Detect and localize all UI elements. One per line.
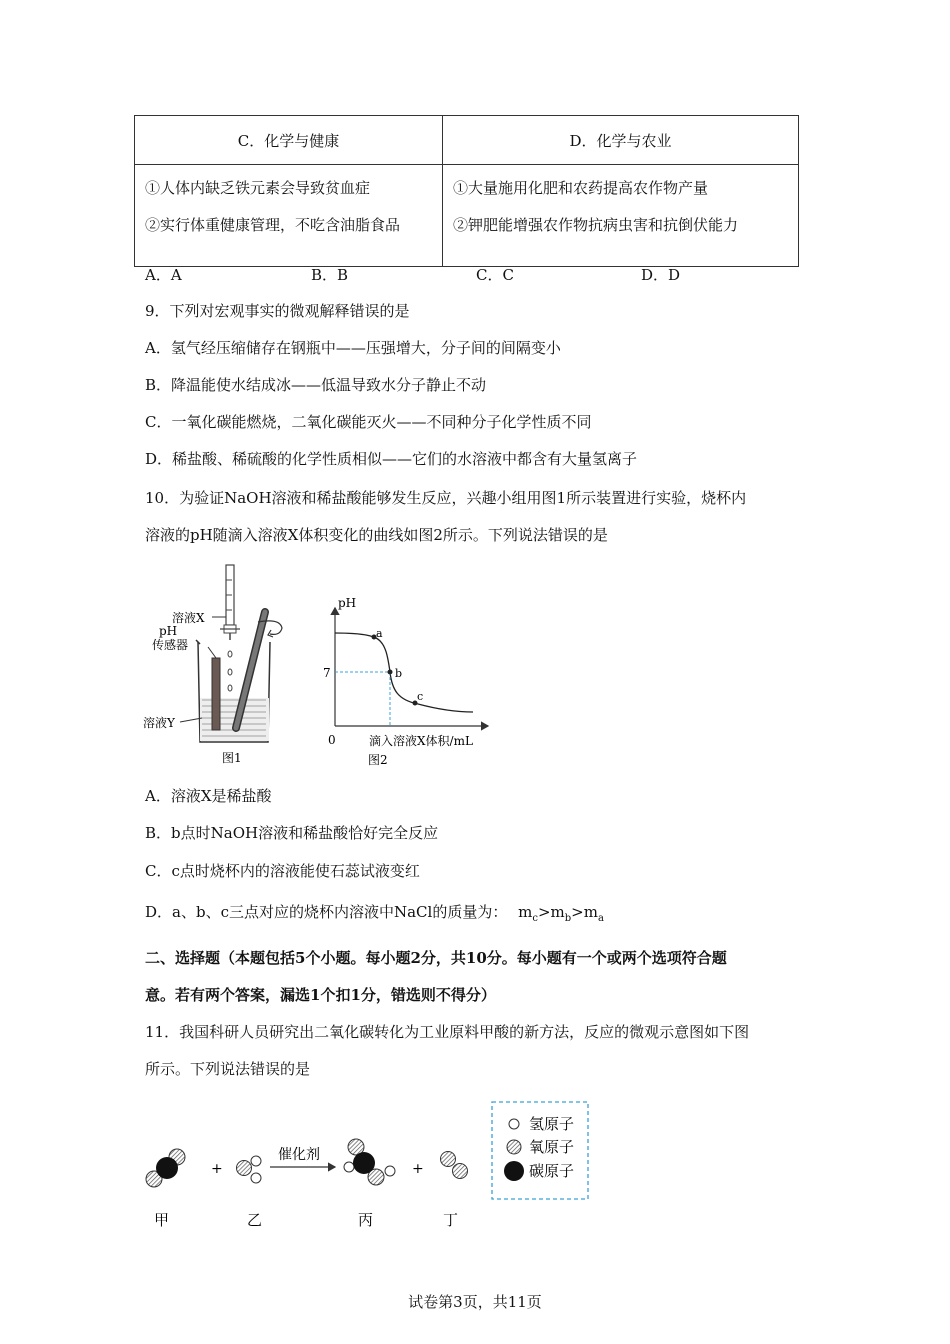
- c-item-2: ②实行体重健康管理，不吃含油脂食品: [145, 216, 401, 234]
- q10-option-d-formula: $m_c>m_b>m_a$: [518, 903, 604, 924]
- fig1-caption: 图1: [222, 751, 242, 765]
- fig2-caption: 图2: [368, 753, 388, 767]
- fig2-origin: 0: [328, 733, 336, 747]
- molecule-bing: [344, 1139, 395, 1185]
- fig1-label-sensor: 传感器: [152, 638, 189, 652]
- molecule-ding: [441, 1152, 468, 1179]
- table-cell-d: [443, 165, 799, 267]
- molecule-jia: [146, 1149, 185, 1187]
- q9-stem: 9．下列对宏观事实的微观解释错误的是: [145, 302, 410, 320]
- section2-line1: 二、选择题（本题包括5个小题。每小题2分，共10分。每小题有一个或两个选项符合题: [145, 949, 727, 967]
- q10-option-c: C．c点时烧杯内的溶液能使石蕊试液变红: [145, 862, 420, 880]
- q11-stem-line1: 11．我国科研人员研究出二氧化碳转化为工业原料甲酸的新方法，反应的微观示意图如下图: [145, 1023, 750, 1041]
- q10-stem-line1: 10．为验证NaOH溶液和稀盐酸能够发生反应，兴趣小组用图1所示装置进行实验，烧杯内: [145, 489, 747, 507]
- q11-stem-line2: 所示。下列说法错误的是: [145, 1060, 311, 1078]
- oxygen-atom-icon: [507, 1140, 521, 1154]
- q9-option-b: B．降温能使水结成冰——低温导致水分子静止不动: [145, 376, 487, 394]
- label-bing: 丙: [358, 1211, 374, 1229]
- q8-option-b: B．B: [311, 266, 349, 284]
- c-item-1: ①人体内缺乏铁元素会导致贫血症: [145, 179, 371, 197]
- q9-option-d: D．稀盐酸、稀硫酸的化学性质相似——它们的水溶液中都含有大量氢离子: [145, 450, 638, 468]
- fig1-label-ph: pH: [159, 624, 178, 638]
- molecule-yi: [237, 1156, 262, 1183]
- q8-option-d: D．D: [641, 266, 681, 284]
- q11-reaction-diagram: [140, 1095, 600, 1235]
- q8-option-a: A．A: [145, 266, 182, 284]
- d-item-2: ②钾肥能增强农作物抗病虫害和抗倒伏能力: [453, 216, 739, 234]
- q10-option-d: [145, 902, 604, 929]
- q10-stem-line2: 溶液的pH随滴入溶液X体积变化的曲线如图2所示。下列说法错误的是: [145, 526, 608, 544]
- figure-1-apparatus: [140, 560, 300, 770]
- fig2-point-c: c: [417, 690, 424, 703]
- table-header-c: C．化学与健康: [135, 116, 443, 165]
- table-cell-c: [135, 165, 443, 267]
- fig2-tick-7: 7: [323, 666, 331, 680]
- legend-hydrogen: 氢原子: [529, 1115, 575, 1133]
- answer-table: [134, 115, 799, 267]
- page-footer: 试卷第3页，共11页: [408, 1293, 542, 1311]
- fig2-point-a: a: [376, 627, 383, 640]
- figure-2-ph-curve: [318, 590, 498, 770]
- q8-option-c: C．C: [476, 266, 514, 284]
- table-header-d: D．化学与农业: [443, 116, 799, 165]
- section2-line2: 意。若有两个答案，漏选1个扣1分，错选则不得分）: [145, 986, 496, 1004]
- q10-option-b: B．b点时NaOH溶液和稀盐酸恰好完全反应: [145, 824, 439, 842]
- hydrogen-atom-icon: [509, 1119, 519, 1129]
- fig2-point-b: b: [395, 667, 403, 680]
- carbon-atom-icon: [504, 1161, 524, 1181]
- fig1-label-y: 溶液Y: [143, 716, 175, 730]
- label-jia: 甲: [154, 1211, 170, 1229]
- label-ding: 丁: [443, 1211, 459, 1229]
- legend-carbon: 碳原子: [529, 1162, 575, 1180]
- d-item-1: ①大量施用化肥和农药提高农作物产量: [453, 179, 709, 197]
- q9-option-a: A．氢气经压缩储存在钢瓶中——压强增大，分子间的间隔变小: [145, 339, 561, 357]
- catalyst-label: 催化剂: [278, 1147, 320, 1163]
- fig2-xlabel: 滴入溶液X体积/mL: [369, 734, 473, 748]
- q9-option-c: C．一氧化碳能燃烧，二氧化碳能灭火——不同种分子化学性质不同: [145, 413, 592, 431]
- plus-sign-2: +: [412, 1161, 424, 1177]
- fig2-ylabel: pH: [338, 596, 357, 610]
- q10-option-a: A．溶液X是稀盐酸: [145, 787, 272, 805]
- fig1-label-x: 溶液X: [172, 611, 205, 625]
- legend-oxygen: 氧原子: [529, 1138, 575, 1156]
- q10-option-d-text: D．a、b、c三点对应的烧杯内溶液中NaCl的质量为：: [145, 903, 508, 921]
- plus-sign-1: +: [211, 1161, 223, 1177]
- label-yi: 乙: [247, 1211, 263, 1229]
